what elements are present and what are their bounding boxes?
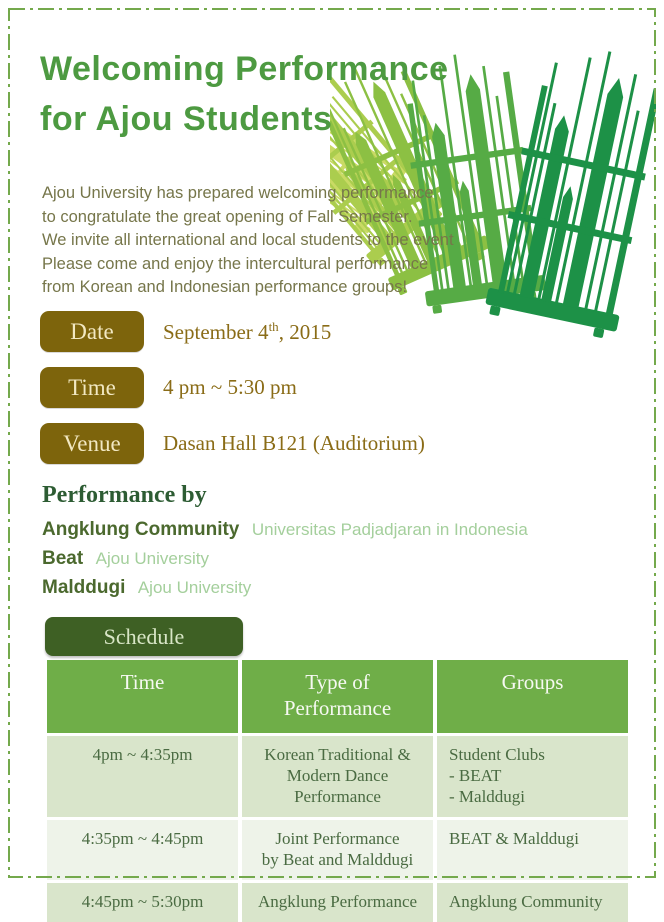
cell-line: Joint Performance [275,829,400,848]
performer-affiliation: Universitas Padjadjaran in Indonesia [251,520,528,539]
schedule-header-type: Type of Performance [242,660,433,733]
schedule-cell-groups [437,883,628,922]
cell-line: Student Clubs [449,745,545,764]
time-badge: Time [40,367,144,408]
cell-line: Angklung Performance [257,892,418,911]
cell-line: BEAT & Malddugi [449,829,580,848]
performance-by-section [42,482,528,606]
schedule-cell-time: 4pm ~ 4:35pm [47,736,238,817]
cell-line: - Malddugi [449,787,526,806]
date-value-year: , 2015 [278,319,332,344]
intro-line: We invite all international and local students to the event [42,231,454,249]
performer-name: Angklung Community [42,519,240,540]
performer-line [42,548,528,570]
performance-by-heading: Performance by [42,482,207,508]
schedule-heading-badge: Schedule [45,617,243,656]
date-value-main: September 4 [163,319,269,344]
date-row [40,311,425,352]
date-value-superscript: th [268,318,279,334]
schedule-cell-groups [437,820,628,880]
performer-affiliation: Ajou University [137,578,252,597]
schedule-cell-type [242,820,433,880]
schedule-cell-groups [437,736,628,817]
performer-line [42,577,528,599]
intro-line: Ajou University has prepared welcoming performance [42,184,434,202]
venue-row [40,423,425,464]
title-line-1: Welcoming Performance [40,50,449,88]
title-line-2: for Ajou Students [40,100,333,138]
cell-line: Korean Traditional & [264,745,411,764]
intro-line: to congratulate the great opening of Fall Semester. [42,207,413,226]
performer-name: Beat [42,548,84,569]
intro-paragraph [42,182,454,300]
performer-line [42,519,528,541]
date-value [163,319,331,345]
schedule-cell-time: 4:45pm ~ 5:30pm [47,883,238,922]
schedule-header-groups: Groups [437,660,628,733]
performer-affiliation: Ajou University [95,549,210,568]
event-info [40,311,425,479]
page-title [40,44,449,144]
intro-line: from Korean and Indonesian performance groups! [42,278,408,296]
date-badge: Date [40,311,144,352]
schedule-cell-type [242,736,433,817]
schedule-table [47,660,628,922]
cell-line: Modern Dance Performance [286,766,389,806]
schedule-header-time: Time [47,660,238,733]
cell-line: by Beat and Malddugi [261,850,414,869]
cell-line: Angklung Community [449,892,603,911]
cell-line: - BEAT [449,766,502,785]
time-value: 4 pm ~ 5:30 pm [163,375,297,399]
performer-name: Malddugi [42,577,126,598]
intro-line: Please come and enjoy the intercultural performance [42,254,429,273]
schedule-cell-type [242,883,433,922]
venue-badge: Venue [40,423,144,464]
time-row [40,367,425,408]
schedule-cell-time: 4:35pm ~ 4:45pm [47,820,238,880]
venue-value: Dasan Hall B121 (Auditorium) [163,431,425,455]
